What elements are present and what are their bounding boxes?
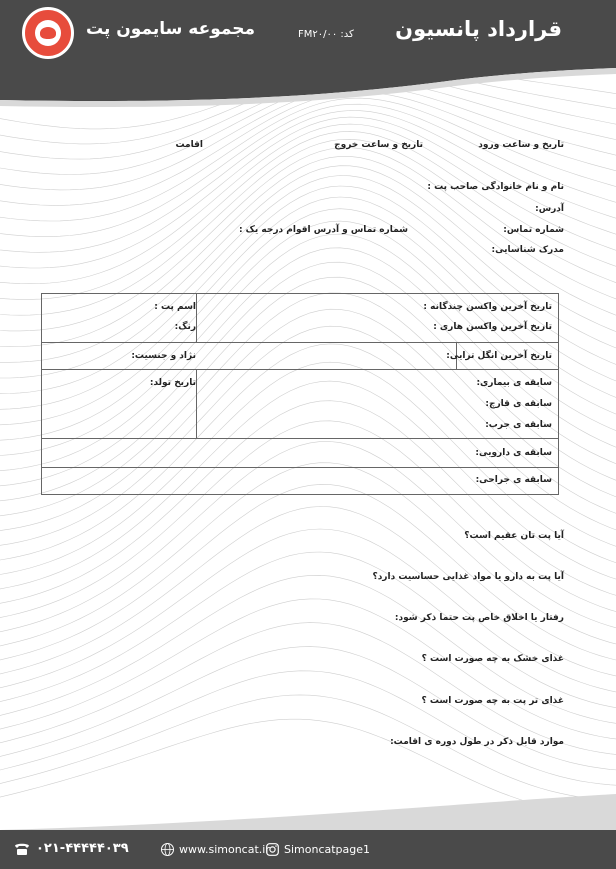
question-dry-food: غذای خشک به چه صورت است ؟ (421, 654, 564, 664)
globe-icon (161, 843, 174, 856)
wave-line (0, 671, 616, 786)
color-label: رنگ: (174, 322, 196, 332)
pet-name-label: اسم پت : (154, 302, 196, 312)
address-label: آدرس: (535, 204, 564, 214)
id-document-label: مدرک شناسایی: (491, 245, 564, 255)
residence-label: اقامت (175, 140, 203, 150)
simon-pet-logo (22, 7, 74, 59)
wave-line (0, 209, 616, 425)
owner-name-label: نام و نام خانوادگی صاحب پت : (427, 182, 564, 192)
document-code: کد: FM۲۰/۰۰ (298, 29, 354, 40)
footer-instagram[interactable]: Simoncatpage1 (284, 843, 371, 856)
header (0, 0, 616, 80)
wave-line (0, 647, 616, 771)
phone-label: شماره تماس: (503, 225, 564, 235)
footer-website[interactable]: www.simoncat.ir (179, 843, 270, 856)
page-title: قرارداد پانسیون (395, 17, 562, 41)
fungus-history-label: سابقه ی قارچ: (485, 399, 552, 409)
rabies-vaccine-label: تاریخ آخرین واکسن هاری : (433, 322, 552, 332)
question-behavior: رفتار یا اخلاق خاص پت حتما ذکر شود: (394, 613, 564, 623)
scabies-history-label: سابقه ی جرب: (485, 420, 552, 430)
question-wet-food: غذای تر پت به چه صورت است ؟ (421, 696, 564, 706)
cat-icon (35, 20, 61, 46)
wave-line (0, 104, 616, 236)
wave-line (0, 362, 616, 576)
wave-line (0, 623, 616, 756)
birth-date-label: تاریخ تولد: (149, 378, 196, 388)
instagram-icon (266, 843, 279, 856)
disease-history-label: سابقه ی بیماری: (476, 378, 552, 388)
question-allergy: آیا پت به دارو یا مواد غذایی حساسیت دارد؟ (372, 572, 564, 582)
phone-icon (14, 842, 30, 856)
breed-sex-label: نژاد و جنسیت: (131, 351, 196, 361)
wave-line (0, 98, 616, 221)
drug-history-label: سابقه ی دارویی: (475, 448, 552, 458)
brand-name: مجموعه سایمون پت (86, 19, 256, 39)
footer-band (0, 790, 616, 832)
question-notes: موارد قابل ذکر در طول دوره ی اقامت: (390, 737, 564, 747)
footer-phone: ۰۲۱-۴۴۴۴۴۰۳۹ (36, 841, 129, 856)
relative-contact-label: شماره تماس و آدرس اقوام درجه یک : (238, 225, 408, 235)
wave-line (0, 695, 616, 801)
exit-datetime-label: تاریخ و ساعت خروج (334, 140, 423, 150)
entry-datetime-label: تاریخ و ساعت ورود (478, 140, 564, 150)
multi-vaccine-label: تاریخ آخرین واکسن چندگانه : (423, 302, 552, 312)
surgery-history-label: سابقه ی جراحی: (475, 475, 552, 485)
footer (0, 830, 616, 869)
deworming-label: تاریخ آخرین انگل ترایی: (446, 351, 552, 361)
question-neutered: آیا پت تان عقیم است؟ (464, 531, 564, 541)
